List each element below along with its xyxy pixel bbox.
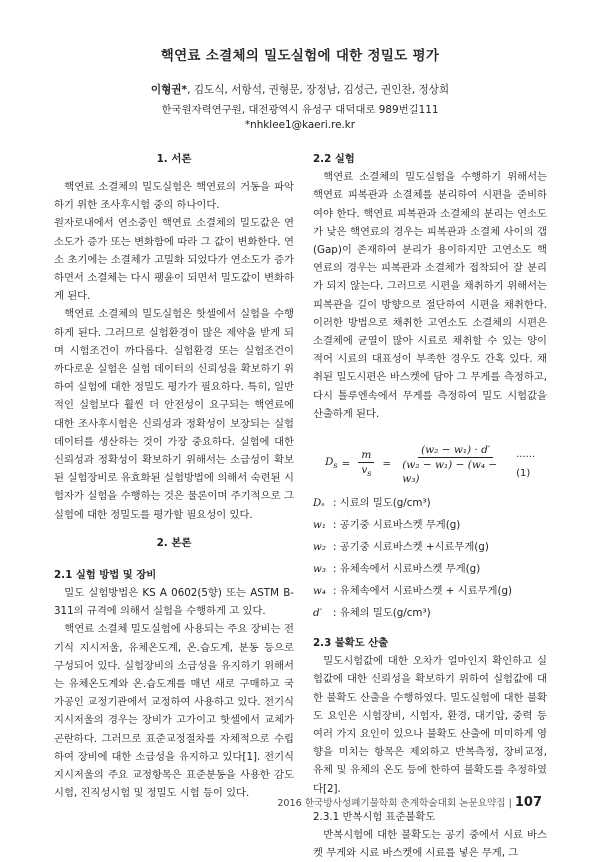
density-equation: $D_s$ = $\frac{m}{v_s}$ = $\frac{\text{(w₂ − w₁) · d′}}{\text{(w₂ − w₁) − (w₄ − w₃)}}$ ......(1): [325, 443, 547, 486]
section-2-3-title: 2.3 불확도 산출: [313, 637, 389, 650]
variable-row: w₃ : 유체속에서 시료바스켓 무게(g): [313, 562, 481, 575]
experiment-paragraph: 핵연료 소결체의 밀도실험을 수행하기 위해서는 핵연료 피복관과 소결체를 분리하여 시편을 준비하여야 한다. 핵연료 피복관과 소결체의 분리는 연소도가 낮은 핵연료의 경우는 피복관과 소결체 사이의 갭(Gap)이 존재하여 분리가 용이하지만 고연소도 핵연료의 경우는 피복관과 소결체가 접착되어 잘 분리가 되지 않는다. 그러므로 시편을 채취하기 위해서는 피복관을 길이 방향으로 절단하여 시편을 채취한다. 이러한 방법으로 채취한 고연소도 소결체의 시편은 소결체에 균열이 많아 시료로 채취할 수 있는 양이 적어 시료의 대표성이 부족한 경우도 간혹 있다. 채취된 밀도시편은 바스켓에 담아 그 무게를 측정하고, 다시 톨루엔속에서 무게를 측정하여 밀도 시험값을 산출하게 된다.: [313, 171, 547, 420]
page-footer: [277, 795, 542, 810]
affiliation: 한국원자력연구원, 대전광역시 유성구 대덕대로 989번길111: [161, 104, 439, 116]
eq-fraction-weights: $\frac{\text{(w₂ − w₁) · d′}}{\text{(w₂ − w₁) − (w₄ − w₃)}}$: [402, 444, 498, 486]
variable-row: w₂ : 공기중 시료바스켓 +시료무게(g): [313, 540, 489, 553]
coauthors: , 김도식, 서항석, 권형문, 장정남, 김성근, 권인찬, 정상희: [187, 84, 450, 96]
variable-row: w₄ : 유체속에서 시료바스켓 + 시료무게(g): [313, 584, 513, 597]
paper-title: 핵연료 소결체의 밀도실험에 대한 정밀도 평가: [160, 48, 440, 64]
footer-separator: |: [505, 798, 515, 809]
page-number: 107: [514, 795, 542, 810]
lead-author: 이형권*: [150, 84, 188, 96]
variable-row: d′ : 유체의 밀도(g/cm³): [313, 606, 431, 619]
eq-lhs: $D_s$: [325, 456, 338, 471]
section-2-2-title: 2.2 실험: [313, 153, 355, 165]
variable-row: Dₛ : 시료의 밀도(g/cm³): [313, 496, 431, 509]
intro-paragraph-1: 핵연료 소결체의 밀도실험은 핵연료의 거동을 파악하기 위한 조사후시험 중의 하나이다.: [54, 181, 294, 212]
eq-fraction-mass-volume: $\frac{m}{v_s}$: [358, 448, 374, 481]
author-list: [0, 82, 600, 97]
left-column: [54, 150, 294, 803]
repeatability-paragraph: 반복시험에 대한 불확도는 공기 중에서 시료 바스켓 무게와 시료 바스켓에 시료를 넣은 무게, 그: [313, 829, 547, 860]
eq-number: ......(1): [516, 449, 536, 479]
method-paragraph-2: 핵연료 소결체 밀도실험에 사용되는 주요 장비는 전기식 지시저울, 유체온도계, 온.습도계, 분동 등으로 구성되어 있다. 실험장비의 소급성을 유지하기 위해서는 유체온도계와 온.습도계를 매년 새로 구매하고 국가공인 교정기관에서 교정하여 사용하고 있다. 전기식지시저울의 경우는 장비가 고가이고 핫셀에서 교체가 곤란하다. 그러므로 표준교정절차를 자체적으로 수립하여 장비에 대한 소급성을 유지하고 있다[1]. 전기식지시저울의 주요 교정항목은 표준분동을 사용한 감도시험, 진직성시험 및 정밀도 시험 등이 있다.: [54, 623, 294, 800]
variable-row: w₁ : 공기중 시료바스켓 무게(g): [313, 518, 461, 531]
uncertainty-paragraph: 밀도시험값에 대한 오차가 얼마인지 확인하고 실험값에 대한 신뢰성을 확보하기 위하여 실험값에 대한 불확도 산출을 수행하였다. 밀도실험에 대한 불확도 요인은 시험장비, 시험자, 환경, 대기압, 중력 등 여러 가지 요인이 있으나 불확도 산출에 미미하게 영향을 미치는 항목은 제외하고 반복측정, 장비교정, 유체 및 유체의 온도 등에 한하여 불확도를 추정하였다[2].: [313, 655, 547, 795]
corresponding-email: *nhklee1@kaeri.re.kr: [244, 119, 356, 131]
method-paragraph-1: 밀도 실험방법은 KS A 0602(5향) 또는 ASTM B-311의 규격에 의해서 실험을 수행하게 고 있다.: [54, 587, 294, 618]
intro-paragraph-3: 핵연료 소결체의 밀도실험은 핫셀에서 실험을 수행하게 된다. 그러므로 실험환경이 많은 제약을 받게 되며 시험조건이 까다롭다. 실험환경 또는 실험조건이 까다로운 실험은 실험 데이터의 신뢰성을 확보하기 위하여 실험에 대한 정밀도 평가가 필요하다. 특히, 일반적인 실험보다 훨씬 더 안전성이 요구되는 핵연료에 대한 조사후시험은 신뢰성과 정확성이 보장되는 실험데이터를 생산하는 것이 가장 중요하다. 실험에 대한 신뢰성과 정확성이 확보하기 위해서는 소급성이 확보된 실험장비로 유효화된 실험방법에 의해서 숙련된 시험자가 실험을 수행하는 것은 물론이며 주기적으로 그 실험에 대한 정밀도를 평가할 필요성이 있다.: [54, 308, 294, 521]
section-1-title: 1. 서론: [156, 153, 192, 165]
section-2-3-1-title: 2.3.1 반복시험 표준불확도: [313, 810, 436, 823]
section-2-title: 2. 본론: [156, 536, 192, 549]
section-2-1-title: 2.1 실험 방법 및 장비: [54, 568, 157, 581]
variable-list: [313, 492, 547, 624]
intro-paragraph-2: 원자로내에서 연소중인 핵연료 소결체의 밀도값은 연소도가 증가 또는 변화함에 따라 그 값이 변화한다. 연소 초기에는 소결체가 고밀화 되었다가 연소도가 증가하면서 소결체는 다시 팽윤이 되면서 밀도값이 변화하게 된다.: [54, 217, 294, 303]
conference-name: 2016 한국방사성폐기물학회 춘계학술대회 논문요약집: [277, 798, 506, 809]
right-column: [313, 150, 547, 862]
